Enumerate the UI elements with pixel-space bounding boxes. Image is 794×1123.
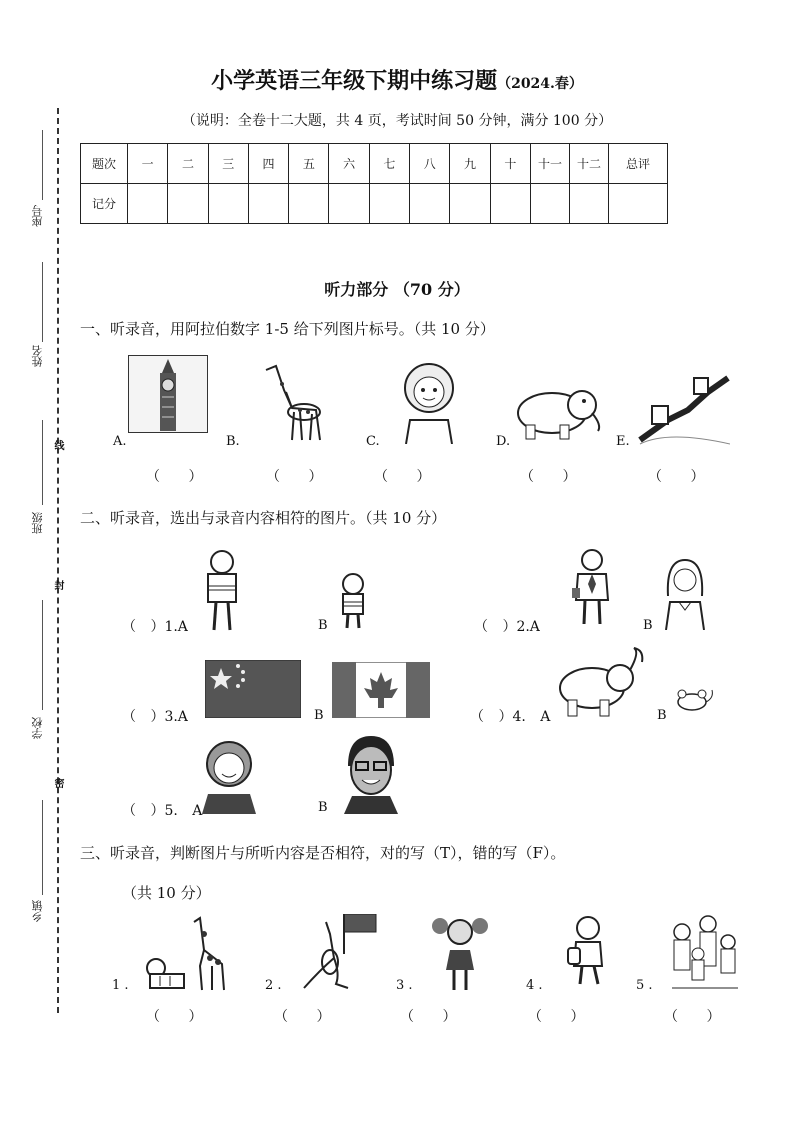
score-cell[interactable] [208, 184, 248, 224]
header-cell: 题次 [81, 144, 128, 184]
canada-flag-icon [332, 662, 430, 718]
row-label-cell: 记分 [81, 184, 128, 224]
score-cell[interactable] [490, 184, 530, 224]
answer-blank[interactable]: （ ） [146, 1009, 203, 1025]
section2-item5-a[interactable]: （ ）5. A [122, 803, 203, 819]
header-cell: 二 [168, 144, 208, 184]
score-cell[interactable] [289, 184, 329, 224]
section3-label-2: 2 . [265, 978, 282, 993]
kangaroo-with-australia-flag-icon [300, 914, 380, 990]
seat-label: 座号 [31, 205, 44, 227]
grandmother-icon [392, 358, 466, 444]
answer-blank[interactable]: （ ） [266, 469, 323, 485]
score-cell[interactable] [248, 184, 288, 224]
score-cell[interactable] [609, 184, 668, 224]
woman-icon [660, 556, 710, 630]
score-table-score-row [81, 184, 668, 224]
score-cell[interactable] [450, 184, 490, 224]
header-cell: 总评 [609, 144, 668, 184]
section2-item4-b[interactable]: B [657, 708, 667, 723]
section2-item3-a[interactable]: （ ）3.A [122, 709, 188, 725]
page-title: 小学英语三年级下期中练习题（2024.春） [211, 68, 583, 94]
seal-line-mark: 线 [52, 440, 63, 450]
score-table [80, 143, 668, 224]
answer-blank[interactable]: （ ） [664, 1009, 721, 1025]
section2-item4-a[interactable]: （ ）4. A [470, 709, 551, 725]
score-cell[interactable] [570, 184, 609, 224]
answer-blank[interactable]: （ ） [400, 1009, 457, 1025]
answer-blank[interactable]: （ ） [374, 469, 431, 485]
student-with-backpack-icon [566, 914, 612, 986]
header-cell: 四 [248, 144, 288, 184]
school-underline [42, 600, 43, 710]
answer-blank[interactable]: （ ） [146, 469, 203, 485]
score-cell[interactable] [168, 184, 208, 224]
listening-heading: 听力部分 （70 分） [324, 280, 470, 299]
mouse-icon [672, 686, 716, 714]
section1-label-b: B. [226, 434, 240, 449]
name-underline [42, 262, 43, 342]
score-cell[interactable] [410, 184, 450, 224]
section2-item2-a[interactable]: （ ）2.A [474, 619, 540, 635]
exam-note: （说明：全卷十二大题，共 4 页，考试时间 50 分钟，满分 100 分） [181, 113, 613, 129]
answer-blank[interactable]: （ ） [520, 469, 577, 485]
section1-label-c: C. [366, 434, 380, 449]
header-cell: 八 [410, 144, 450, 184]
section1-label-a: A. [113, 434, 127, 449]
tiger-and-giraffe-icon [140, 914, 228, 992]
section1-label-e: E. [616, 434, 630, 449]
section2-item2-b[interactable]: B [643, 618, 653, 633]
section3-title: 三、听录音，判断图片与所听内容是否相符，对的写（T），错的写（F）。 [80, 844, 566, 862]
town-label: 乡镇 [31, 900, 44, 922]
header-cell: 三 [208, 144, 248, 184]
title-suffix: （2024.春） [497, 76, 583, 92]
seal-seal-mark: 封 [52, 580, 63, 590]
class-label: 班级 [31, 512, 44, 534]
score-cell[interactable] [128, 184, 168, 224]
header-cell: 十 [490, 144, 530, 184]
header-cell: 九 [450, 144, 490, 184]
score-cell[interactable] [369, 184, 409, 224]
section1-label-d: D. [496, 434, 511, 449]
class-underline [42, 420, 43, 505]
score-table-header-row [81, 144, 668, 184]
header-cell: 七 [369, 144, 409, 184]
old-woman-icon [200, 738, 258, 814]
giraffe-icon [258, 360, 330, 442]
small-boy-icon [336, 572, 370, 630]
man-with-glasses-icon [340, 732, 402, 814]
binding-dashed-line [57, 108, 59, 1013]
great-wall-icon [638, 370, 730, 446]
big-ben-icon [128, 355, 208, 433]
score-cell[interactable] [329, 184, 369, 224]
section2-title: 二、听录音，选出与录音内容相符的图片。（共 10 分） [80, 509, 447, 527]
girl-icon [432, 914, 488, 992]
section3-subtitle: （共 10 分） [122, 884, 211, 902]
header-cell: 一 [128, 144, 168, 184]
name-label: 姓名 [31, 345, 44, 367]
family-icon [668, 914, 740, 990]
section2-item1-b[interactable]: B [318, 618, 328, 633]
section2-item5-b[interactable]: B [318, 800, 328, 815]
answer-blank[interactable]: （ ） [528, 1009, 585, 1025]
section3-label-4: 4 . [526, 978, 543, 993]
section2-item3-b[interactable]: B [314, 708, 324, 723]
header-cell: 十二 [570, 144, 609, 184]
section3-label-3: 3 . [396, 978, 413, 993]
header-cell: 十一 [531, 144, 570, 184]
china-flag-icon [205, 660, 301, 718]
elephant-icon [512, 383, 606, 441]
section3-label-1: 1 . [112, 978, 129, 993]
section2-item1-a[interactable]: （ ）1.A [122, 619, 188, 635]
seal-secret-mark: 密 [52, 778, 63, 788]
school-label: 学校 [31, 717, 44, 739]
header-cell: 五 [289, 144, 329, 184]
header-cell: 六 [329, 144, 369, 184]
section1-title: 一、听录音，用阿拉伯数字 1-5 给下列图片标号。（共 10 分） [80, 320, 495, 338]
elephant-icon [556, 646, 648, 718]
answer-blank[interactable]: （ ） [648, 469, 705, 485]
town-underline [42, 800, 43, 895]
boy-icon [200, 548, 244, 632]
seat-underline [42, 130, 43, 200]
score-cell[interactable] [531, 184, 570, 224]
section3-label-5: 5 . [636, 978, 653, 993]
man-in-suit-icon [572, 548, 612, 626]
answer-blank[interactable]: （ ） [274, 1009, 331, 1025]
